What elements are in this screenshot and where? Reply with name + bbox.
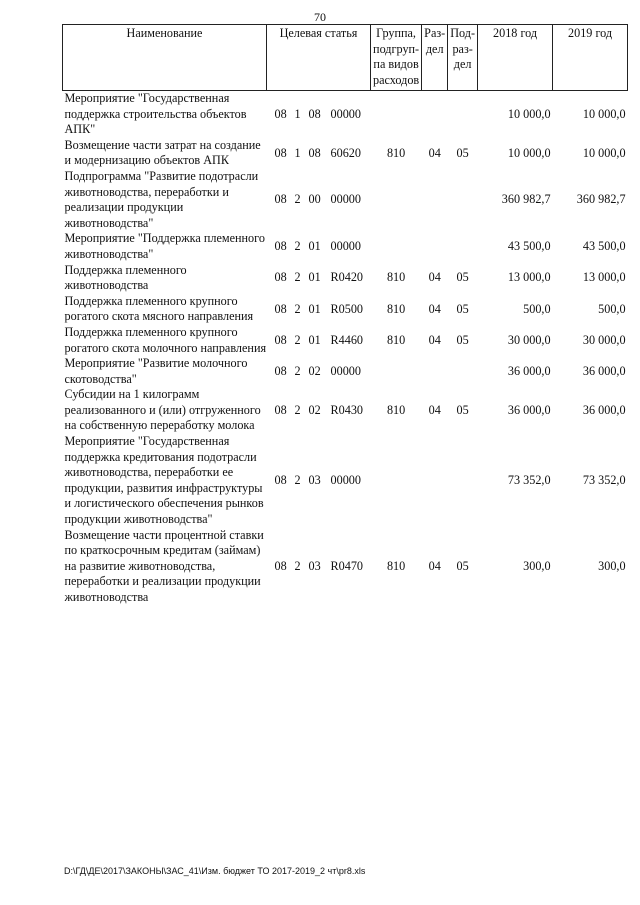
amount-2019: 73 352,0: [582, 473, 626, 488]
code-part: 03: [308, 558, 321, 573]
subsection: 05: [456, 558, 469, 573]
code-part: 00: [308, 192, 321, 207]
code-part: 00000: [330, 473, 361, 488]
expense-group: [371, 356, 422, 387]
code-part: 2: [294, 558, 301, 573]
amount-2018: 30 000,0: [507, 332, 551, 347]
amount-2018: 360 982,7: [501, 192, 551, 207]
row-name: Подпрограмма "Развитие подотрасли животноводства, переработки и реализации продукции животноводства": [64, 168, 259, 230]
table-row: [63, 231, 628, 262]
table-row: [63, 138, 628, 169]
amount-2019: 30 000,0: [582, 332, 626, 347]
code-part: 02: [308, 402, 321, 417]
subsection: [448, 434, 478, 528]
target-article-code: [267, 91, 371, 138]
file-path-footer: D:\ГД\ДЕ\2017\ЗАКОНЫ\ЗАС_41\Изм. бюджет ТО 2017-2019_2 чт\pr8.xls: [64, 866, 366, 876]
amount-2019: 300,0: [598, 558, 626, 573]
table-row: [63, 294, 628, 325]
code-part: 08: [274, 106, 287, 121]
code-part: 01: [308, 301, 321, 316]
subsection: 05: [456, 301, 469, 316]
code-part: 2: [294, 192, 301, 207]
code-part: 08: [274, 239, 287, 254]
code-part: R0500: [330, 301, 364, 316]
code-part: 60620: [330, 145, 361, 160]
target-article-code: [267, 294, 371, 325]
amount-2018: 10 000,0: [507, 106, 551, 121]
budget-table: [62, 24, 628, 606]
section: [422, 169, 448, 231]
code-part: 01: [308, 270, 321, 285]
amount-2019: 500,0: [598, 301, 626, 316]
code-part: 2: [294, 363, 301, 378]
section: 04: [428, 145, 441, 160]
expense-group: [371, 231, 422, 262]
header-expense-group: Группа, подгруп-па видов расходов: [371, 25, 422, 91]
amount-2019: 36 000,0: [582, 402, 626, 417]
row-name: Поддержка племенного крупного рогатого скота молочного направления: [64, 324, 267, 355]
expense-group: 810: [386, 332, 406, 347]
section: [422, 356, 448, 387]
code-part: 08: [274, 301, 287, 316]
subsection: 05: [456, 270, 469, 285]
table-header-row: [63, 25, 628, 91]
section: 04: [428, 402, 441, 417]
code-part: 08: [274, 402, 287, 417]
subsection: [448, 356, 478, 387]
code-part: 1: [294, 106, 301, 121]
code-part: R4460: [330, 332, 364, 347]
amount-2018: 73 352,0: [507, 473, 551, 488]
subsection: 05: [456, 145, 469, 160]
page-number: 70: [314, 10, 326, 24]
amount-2018: 500,0: [523, 301, 551, 316]
code-part: 03: [308, 473, 321, 488]
code-part: 08: [274, 363, 287, 378]
header-target-article: Целевая статья: [267, 25, 371, 91]
amount-2018: 300,0: [523, 558, 551, 573]
row-name: Мероприятие "Поддержка племенного животноводства": [64, 231, 265, 261]
row-name: Возмещение части затрат на создание и модернизацию объектов АПК: [64, 137, 261, 168]
code-part: 08: [274, 270, 287, 285]
code-part: 2: [294, 473, 301, 488]
table-row: [63, 387, 628, 434]
code-part: 08: [308, 106, 321, 121]
section: 04: [428, 558, 441, 573]
target-article-code: [267, 325, 371, 356]
code-part: 2: [294, 301, 301, 316]
target-article-code: [267, 356, 371, 387]
amount-2019: 10 000,0: [582, 106, 626, 121]
amount-2019: 360 982,7: [576, 192, 626, 207]
target-article-code: [267, 231, 371, 262]
code-part: 08: [308, 145, 321, 160]
code-part: R0420: [330, 270, 364, 285]
table-row: [63, 434, 628, 528]
section: [422, 91, 448, 138]
header-2018: 2018 год: [478, 25, 553, 91]
code-part: 2: [294, 239, 301, 254]
code-part: 08: [274, 332, 287, 347]
target-article-code: [267, 434, 371, 528]
code-part: 08: [274, 558, 287, 573]
header-subsection: Под-раз-дел: [448, 25, 478, 91]
section: [422, 434, 448, 528]
expense-group: 810: [386, 301, 406, 316]
row-name: Поддержка племенного животноводства: [64, 262, 187, 293]
code-part: 2: [294, 270, 301, 285]
table-row: [63, 528, 628, 606]
target-article-code: [267, 138, 371, 169]
amount-2018: 43 500,0: [507, 239, 551, 254]
amount-2019: 43 500,0: [582, 239, 626, 254]
code-part: 01: [308, 239, 321, 254]
header-2019: 2019 год: [553, 25, 628, 91]
amount-2018: 36 000,0: [507, 402, 551, 417]
code-part: 2: [294, 402, 301, 417]
code-part: 00000: [330, 192, 361, 207]
subsection: 05: [456, 402, 469, 417]
code-part: 1: [294, 145, 301, 160]
section: [422, 231, 448, 262]
expense-group: 810: [386, 558, 406, 573]
table-row: [63, 325, 628, 356]
row-name: Поддержка племенного крупного рогатого скота мясного направления: [64, 293, 254, 324]
amount-2019: 10 000,0: [582, 145, 626, 160]
code-part: 2: [294, 332, 301, 347]
expense-group: 810: [386, 270, 406, 285]
section: 04: [428, 332, 441, 347]
code-part: 08: [274, 192, 287, 207]
expense-group: [371, 169, 422, 231]
amount-2018: 10 000,0: [507, 145, 551, 160]
code-part: 08: [274, 145, 287, 160]
code-part: 00000: [330, 363, 361, 378]
row-name: Возмещение части процентной ставки по краткосрочным кредитам (займам) на развитие животноводства, переработки и реализации продукции животноводства: [64, 527, 264, 604]
section: 04: [428, 301, 441, 316]
target-article-code: [267, 387, 371, 434]
expense-group: 810: [386, 402, 406, 417]
section: 04: [428, 270, 441, 285]
code-part: R0470: [330, 558, 364, 573]
table-row: [63, 169, 628, 231]
expense-group: 810: [386, 145, 406, 160]
row-name: Мероприятие "Государственная поддержка строительства объектов АПК": [64, 91, 247, 137]
amount-2019: 13 000,0: [582, 270, 626, 285]
expense-group: [371, 434, 422, 528]
target-article-code: [267, 169, 371, 231]
row-name: Мероприятие "Государственная поддержка кредитования подотрасли животноводства, переработки ее продукции, развития инфраструктуры и логистического обеспечения рынков продукции животноводства": [64, 434, 264, 527]
table-row: [63, 91, 628, 138]
code-part: 01: [308, 332, 321, 347]
code-part: 02: [308, 363, 321, 378]
header-section: Раз-дел: [422, 25, 448, 91]
code-part: 08: [274, 473, 287, 488]
row-name: Мероприятие "Развитие молочного скотоводства": [64, 356, 248, 386]
code-part: R0430: [330, 402, 364, 417]
code-part: 00000: [330, 239, 361, 254]
expense-group: [371, 91, 422, 138]
subsection: [448, 91, 478, 138]
row-name: Субсидии на 1 килограмм реализованного и (или) отгруженного на собственную переработку молока: [64, 387, 261, 433]
amount-2019: 36 000,0: [582, 363, 626, 378]
header-name: Наименование: [63, 25, 267, 91]
amount-2018: 36 000,0: [507, 363, 551, 378]
table-row: [63, 356, 628, 387]
table-row: [63, 263, 628, 294]
amount-2018: 13 000,0: [507, 270, 551, 285]
code-part: 00000: [330, 106, 361, 121]
subsection: 05: [456, 332, 469, 347]
subsection: [448, 231, 478, 262]
target-article-code: [267, 263, 371, 294]
target-article-code: [267, 528, 371, 606]
subsection: [448, 169, 478, 231]
